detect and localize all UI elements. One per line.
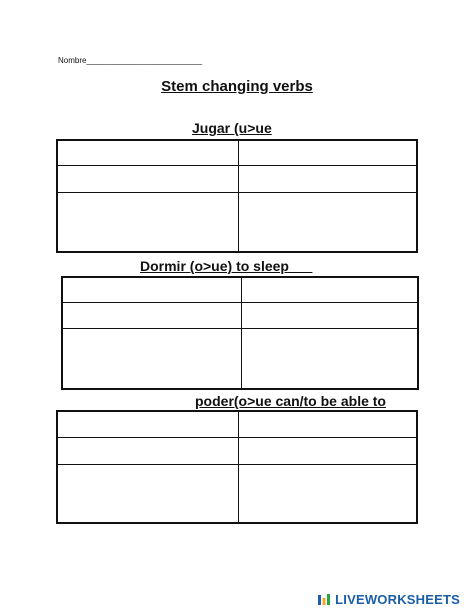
- table-cell[interactable]: [58, 438, 238, 464]
- table-cell[interactable]: [238, 412, 418, 437]
- section-heading-jugar: Jugar (u>ue: [192, 120, 272, 136]
- section-heading-poder: poder(o>ue can/to be able to: [195, 393, 386, 409]
- conjugation-table-jugar: [56, 139, 418, 253]
- table-cell[interactable]: [238, 193, 418, 251]
- table-cell[interactable]: [241, 329, 419, 388]
- conjugation-table-dormir: [61, 276, 419, 390]
- name-field-label: Nombre__________________________: [58, 56, 203, 65]
- conjugation-table-poder: [56, 410, 418, 524]
- table-cell[interactable]: [58, 193, 238, 251]
- table-cell[interactable]: [241, 303, 419, 328]
- table-cell[interactable]: [58, 465, 238, 522]
- liveworksheets-branding: [317, 592, 460, 607]
- table-cell[interactable]: [238, 166, 418, 192]
- table-cell[interactable]: [58, 166, 238, 192]
- page-title: Stem changing verbs: [161, 78, 313, 95]
- table-cell[interactable]: [238, 438, 418, 464]
- table-cell[interactable]: [58, 412, 238, 437]
- table-cell[interactable]: [241, 278, 419, 302]
- table-cell[interactable]: [63, 278, 241, 302]
- table-cell[interactable]: [63, 303, 241, 328]
- section-heading-dormir: Dormir (o>ue) to sleep___: [140, 258, 313, 274]
- table-cell[interactable]: [238, 141, 418, 165]
- table-cell[interactable]: [238, 465, 418, 522]
- brand-name: LIVEWORKSHEETS: [335, 592, 460, 607]
- table-cell[interactable]: [58, 141, 238, 165]
- table-cell[interactable]: [63, 329, 241, 388]
- liveworksheets-logo-icon: [317, 593, 331, 607]
